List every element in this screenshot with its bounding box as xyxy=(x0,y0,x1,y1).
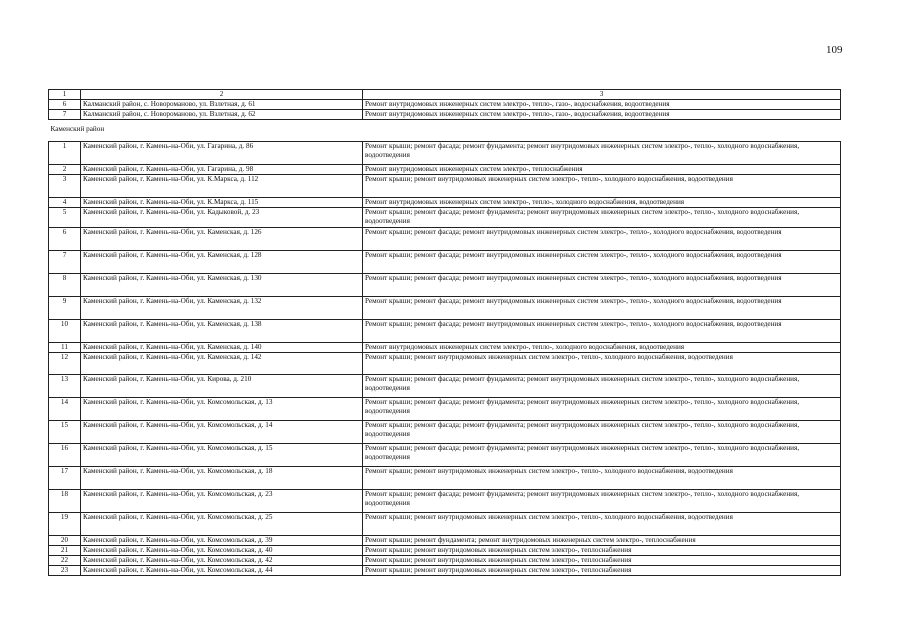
row-address: Каменский район, г. Камень-на-Оби, ул. Комсомольская, д. 42 xyxy=(81,556,363,566)
row-works: Ремонт крыши; ремонт фасада; ремонт внутридомовых инженерных систем электро-, тепло-, холодного водоснабжения, водоотведения xyxy=(363,320,841,343)
table-row xyxy=(49,490,841,513)
row-address: Каменский район, г. Камень-на-Оби, ул. Комсомольская, д. 15 xyxy=(81,444,363,467)
table-row xyxy=(49,100,841,110)
row-address: Каменский район, г. Камень-на-Оби, ул. Комсомольская, д. 44 xyxy=(81,566,363,576)
repair-register-table xyxy=(48,89,841,576)
row-number: 14 xyxy=(49,398,81,421)
row-address: Каменский район, г. Камень-на-Оби, ул. К.Маркса, д. 112 xyxy=(81,175,363,198)
table-row xyxy=(49,536,841,546)
page-number: 109 xyxy=(826,44,843,56)
table-row xyxy=(49,142,841,165)
row-works: Ремонт крыши; ремонт фасада; ремонт внутридомовых инженерных систем электро-, тепло-, холодного водоснабжения, водоотведения xyxy=(363,274,841,297)
row-address: Каменский район, г. Камень-на-Оби, ул. Комсомольская, д. 40 xyxy=(81,546,363,556)
row-number: 2 xyxy=(49,165,81,175)
row-works: Ремонт крыши; ремонт внутридомовых инженерных систем электро-, тепло-, холодного водоснабжения, водоотведения xyxy=(363,175,841,198)
row-address: Каменский район, г. Камень-на-Оби, ул. Каменская, д. 140 xyxy=(81,343,363,353)
section-title: Каменский район xyxy=(49,120,841,142)
row-works: Ремонт крыши; ремонт фасада; ремонт фундамента; ремонт внутридомовых инженерных систем электро-, тепло-, холодного водоснабжения, водоотведения xyxy=(363,490,841,513)
row-number: 22 xyxy=(49,556,81,566)
row-works: Ремонт крыши; ремонт внутридомовых инженерных систем электро-, тепло-, холодного водоснабжения, водоотведения xyxy=(363,353,841,375)
row-works: Ремонт внутридомовых инженерных систем электро-, тепло-, холодного водоснабжения, водоотведения xyxy=(363,343,841,353)
row-works: Ремонт крыши; ремонт фасада; ремонт фундамента; ремонт внутридомовых инженерных систем электро-, тепло-, холодного водоснабжения, водоотведения xyxy=(363,421,841,444)
table-row xyxy=(49,320,841,343)
row-address: Каменский район, г. Камень-на-Оби, ул. Гагарина, д. 98 xyxy=(81,165,363,175)
row-number: 10 xyxy=(49,320,81,343)
row-works: Ремонт крыши; ремонт внутридомовых инженерных систем электро-, теплоснабжения xyxy=(363,566,841,576)
row-address: Каменский район, г. Камень-на-Оби, ул. Каменская, д. 126 xyxy=(81,228,363,251)
table-row xyxy=(49,566,841,576)
row-address: Каменский район, г. Камень-на-Оби, ул. Комсомольская, д. 13 xyxy=(81,398,363,421)
row-address: Калманский район, с. Новороманово, ул. Взлетная, д. 61 xyxy=(81,100,363,110)
row-works: Ремонт крыши; ремонт фундамента; ремонт внутридомовых инженерных систем электро-, теплоснабжения xyxy=(363,536,841,546)
row-works: Ремонт внутридомовых инженерных систем электро-, тепло-, холодного водоснабжения, водоотведения xyxy=(363,198,841,208)
row-works: Ремонт крыши; ремонт внутридомовых инженерных систем электро-, теплоснабжения xyxy=(363,556,841,566)
table-row xyxy=(49,274,841,297)
table-row xyxy=(49,353,841,375)
row-number: 18 xyxy=(49,490,81,513)
row-works: Ремонт крыши; ремонт внутридомовых инженерных систем электро-, тепло-, холодного водоснабжения, водоотведения xyxy=(363,467,841,490)
row-number: 19 xyxy=(49,513,81,536)
row-number: 6 xyxy=(49,100,81,110)
row-works: Ремонт крыши; ремонт внутридомовых инженерных систем электро-, теплоснабжения xyxy=(363,546,841,556)
row-address: Каменский район, г. Камень-на-Оби, ул. Гагарина, д. 86 xyxy=(81,142,363,165)
table-row xyxy=(49,208,841,228)
row-address: Каменский район, г. Камень-на-Оби, ул. Каменская, д. 142 xyxy=(81,353,363,375)
section-row xyxy=(49,120,841,142)
table-row xyxy=(49,444,841,467)
table-row xyxy=(49,467,841,490)
row-works: Ремонт крыши; ремонт фасада; ремонт фундамента; ремонт внутридомовых инженерных систем электро-, тепло-, холодного водоснабжения, водоотведения xyxy=(363,444,841,467)
row-number: 9 xyxy=(49,297,81,320)
row-works: Ремонт крыши; ремонт внутридомовых инженерных систем электро-, тепло-, холодного водоснабжения, водоотведения xyxy=(363,513,841,536)
table-row xyxy=(49,175,841,198)
table-row xyxy=(49,556,841,566)
row-number: 5 xyxy=(49,208,81,228)
table-row xyxy=(49,546,841,556)
header-col-1: 1 xyxy=(49,90,81,100)
row-address: Каменский район, г. Камень-на-Оби, ул. Комсомольская, д. 18 xyxy=(81,467,363,490)
table-row xyxy=(49,110,841,120)
row-address: Калманский район, с. Новороманово, ул. Взлетная, д. 62 xyxy=(81,110,363,120)
row-number: 11 xyxy=(49,343,81,353)
table-row xyxy=(49,165,841,175)
table-row xyxy=(49,198,841,208)
row-works: Ремонт крыши; ремонт фасада; ремонт фундамента; ремонт внутридомовых инженерных систем электро-, тепло-, холодного водоснабжения, водоотведения xyxy=(363,398,841,421)
row-address: Каменский район, г. Камень-на-Оби, ул. Каменская, д. 128 xyxy=(81,251,363,274)
row-works: Ремонт внутридомовых инженерных систем электро-, тепло-, газо-, водоснабжения, водоотведения xyxy=(363,100,841,110)
row-number: 7 xyxy=(49,251,81,274)
table-row xyxy=(49,513,841,536)
table-row xyxy=(49,421,841,444)
header-col-3: 3 xyxy=(363,90,841,100)
table-row xyxy=(49,343,841,353)
row-address: Каменский район, г. Камень-на-Оби, ул. К.Маркса, д. 115 xyxy=(81,198,363,208)
row-works: Ремонт крыши; ремонт фасада; ремонт внутридомовых инженерных систем электро-, тепло-, холодного водоснабжения, водоотведения xyxy=(363,251,841,274)
row-number: 12 xyxy=(49,353,81,375)
row-address: Каменский район, г. Камень-на-Оби, ул. Комсомольская, д. 23 xyxy=(81,490,363,513)
row-works: Ремонт крыши; ремонт фасада; ремонт фундамента; ремонт внутридомовых инженерных систем электро-, тепло-, холодного водоснабжения, водоотведения xyxy=(363,375,841,398)
row-number: 16 xyxy=(49,444,81,467)
row-address: Каменский район, г. Камень-на-Оби, ул. Каменская, д. 132 xyxy=(81,297,363,320)
table-row xyxy=(49,297,841,320)
row-number: 20 xyxy=(49,536,81,546)
row-number: 4 xyxy=(49,198,81,208)
table-body xyxy=(49,90,841,576)
row-number: 1 xyxy=(49,142,81,165)
row-works: Ремонт крыши; ремонт фасада; ремонт внутридомовых инженерных систем электро-, тепло-, холодного водоснабжения, водоотведения xyxy=(363,228,841,251)
row-number: 13 xyxy=(49,375,81,398)
header-col-2: 2 xyxy=(81,90,363,100)
row-number: 15 xyxy=(49,421,81,444)
row-number: 3 xyxy=(49,175,81,198)
row-number: 6 xyxy=(49,228,81,251)
row-number: 8 xyxy=(49,274,81,297)
row-address: Каменский район, г. Камень-на-Оби, ул. Кирова, д. 210 xyxy=(81,375,363,398)
row-number: 17 xyxy=(49,467,81,490)
row-address: Каменский район, г. Камень-на-Оби, ул. Комсомольская, д. 25 xyxy=(81,513,363,536)
row-works: Ремонт внутридомовых инженерных систем электро-, теплоснабжения xyxy=(363,165,841,175)
row-address: Каменский район, г. Камень-на-Оби, ул. Комсомольская, д. 14 xyxy=(81,421,363,444)
row-works: Ремонт крыши; ремонт фасада; ремонт фундамента; ремонт внутридомовых инженерных систем электро-, тепло-, холодного водоснабжения, водоотведения xyxy=(363,208,841,228)
table-row xyxy=(49,398,841,421)
row-address: Каменский район, г. Камень-на-Оби, ул. Каменская, д. 130 xyxy=(81,274,363,297)
table-header-row xyxy=(49,90,841,100)
row-number: 7 xyxy=(49,110,81,120)
table-row xyxy=(49,251,841,274)
row-works: Ремонт внутридомовых инженерных систем электро-, тепло-, газо-, водоснабжения, водоотведения xyxy=(363,110,841,120)
row-works: Ремонт крыши; ремонт фасада; ремонт внутридомовых инженерных систем электро-, тепло-, холодного водоснабжения, водоотведения xyxy=(363,297,841,320)
row-address: Каменский район, г. Камень-на-Оби, ул. Кадыковой, д. 23 xyxy=(81,208,363,228)
table-row xyxy=(49,375,841,398)
table-row xyxy=(49,228,841,251)
row-works: Ремонт крыши; ремонт фасада; ремонт фундамента; ремонт внутридомовых инженерных систем электро-, тепло-, холодного водоснабжения, водоотведения xyxy=(363,142,841,165)
row-number: 21 xyxy=(49,546,81,556)
row-number: 23 xyxy=(49,566,81,576)
row-address: Каменский район, г. Камень-на-Оби, ул. Комсомольская, д. 39 xyxy=(81,536,363,546)
row-address: Каменский район, г. Камень-на-Оби, ул. Каменская, д. 138 xyxy=(81,320,363,343)
